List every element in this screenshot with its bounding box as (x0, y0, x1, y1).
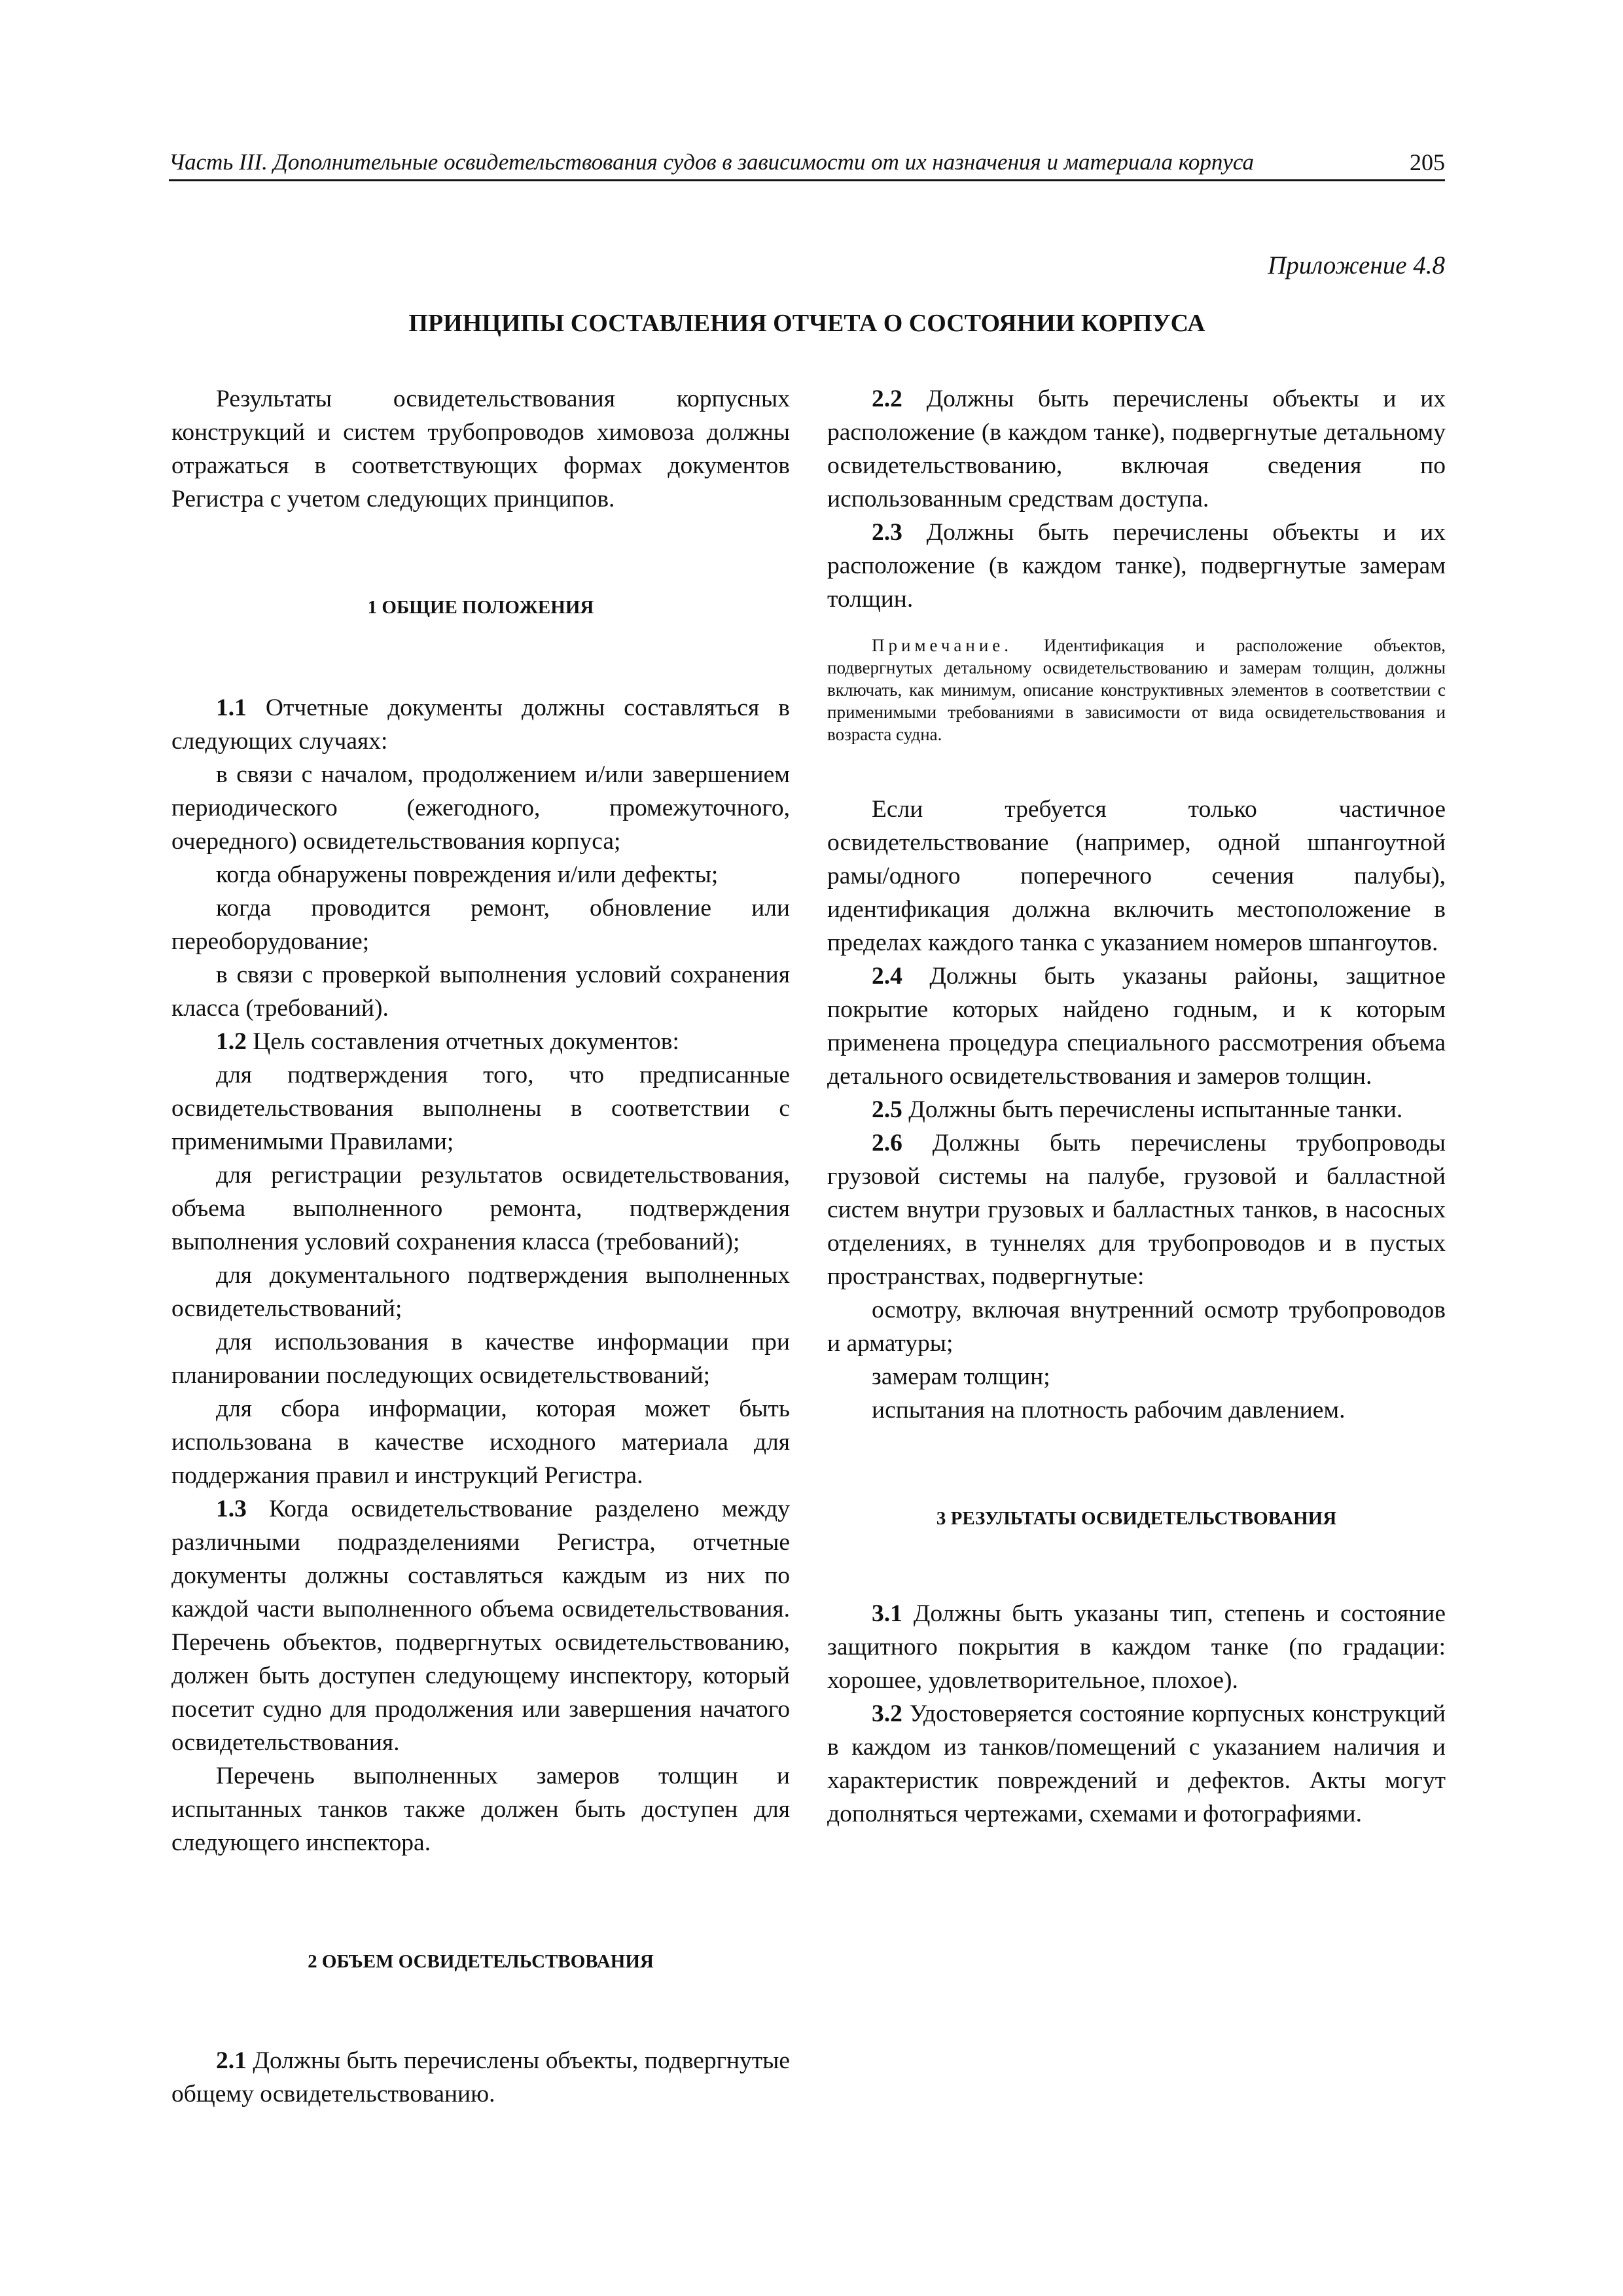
running-title: Часть III. Дополнительные освидетельствования судов в зависимости от их назначения и материала корпуса (169, 149, 1254, 175)
paragraph-number: 3.2 (872, 1700, 902, 1727)
note (827, 634, 1446, 745)
note-text: Идентификация и расположение объектов, подвергнутых детальному освидетельствованию и замерам толщин, должны включать, как минимум, описание конструктивных элементов в соответствии с применимыми требованиями в зависимости от вида освидетельствования и возраста судна. (827, 636, 1446, 744)
list-item: замерам толщин; (872, 1363, 1050, 1390)
paragraph-2-1 (171, 2044, 790, 2111)
page-number: 205 (1410, 149, 1445, 175)
note-label: Примечание. (872, 636, 1013, 655)
paragraph-number: 2.4 (872, 963, 902, 990)
appendix-label: Приложение 4.8 (1268, 251, 1445, 279)
list-item: испытания на плотность рабочим давлением. (872, 1397, 1346, 1424)
list-item: для использования в качестве информации при планировании последующих освидетельствований; (171, 1329, 790, 1389)
paragraph-text: Должны быть перечислены объекты, подвергнутые общему освидетельствованию. (171, 2047, 791, 2108)
paragraph-text: Когда освидетельствование разделено между различными подразделениями Регистра, отчетные документы должны составляться каждым из них по каждой части выполненного объема освидетельствования. Перечень объектов, подвергнутых освидетельствованию, должен быть доступен следующему инспектору, который посетит судно для продолжения или завершения начатого освидетельствования. (171, 1496, 790, 1756)
paragraph-text: Должны быть указаны районы, защитное покрытие которых найдено годным, и к которым применена процедура специального рассмотрения объема детального освидетельствования и замеров толщин. (827, 963, 1446, 1090)
paragraph-number: 1.3 (216, 1496, 247, 1522)
paragraph-1-3 (171, 1492, 790, 1759)
paragraph-number: 2.1 (216, 2047, 247, 2074)
paragraph-number: 1.2 (216, 1028, 247, 1055)
section-2-heading: 2 ОБЪЕМ ОСВИДЕТЕЛЬСТВОВАНИЯ (308, 1951, 654, 1972)
paragraph-1-3-continued: Перечень выполненных замеров толщин и испытанных танков также должен быть доступен для следующего инспектора. (171, 1763, 790, 1856)
paragraph-2-2 (827, 382, 1446, 516)
left-column (171, 382, 790, 2111)
paragraph-text: Цель составления отчетных документов: (253, 1028, 679, 1055)
paragraph-text: Должны быть перечислены испытанные танки. (908, 1096, 1403, 1123)
list-item: для подтверждения того, что предписанные освидетельствования выполнены в соответствии с применимыми Правилами; (171, 1062, 790, 1155)
paragraph-number: 2.5 (872, 1096, 902, 1123)
list-item: для документального подтверждения выполненных освидетельствований; (171, 1262, 790, 1322)
paragraph-1-1 (171, 691, 790, 758)
paragraph-1-2 (171, 1025, 790, 1058)
partial-survey-paragraph: Если требуется только частичное освидетельствование (например, одной шпангоутной рамы/одного поперечного сечения палубы), идентификация должна включить местоположение в пределах каждого танка с указанием номеров шпангоутов. (827, 796, 1446, 956)
paragraph-3-1 (827, 1597, 1446, 1697)
running-header (169, 145, 1445, 181)
paragraph-2-5 (827, 1093, 1446, 1126)
list-item: для сбора информации, которая может быть использована в качестве исходного материала для поддержания правил и инструкций Регистра. (171, 1395, 790, 1489)
section-1-heading: 1 ОБЩИЕ ПОЛОЖЕНИЯ (367, 597, 594, 618)
paragraph-number: 2.6 (872, 1130, 902, 1157)
list-item: когда проводится ремонт, обновление или переоборудование; (171, 895, 790, 955)
paragraph-number: 3.1 (872, 1600, 902, 1627)
intro-paragraph: Результаты освидетельствования корпусных конструкций и систем трубопроводов химовоза должны отражаться в соответствующих формах документов Регистра с учетом следующих принципов. (171, 386, 790, 512)
paragraph-text: Удостоверяется состояние корпусных конструкций в каждом из танков/помещений с указанием наличия и характеристик повреждений и дефектов. Акты могут дополняться чертежами, схемами и фотографиями. (827, 1700, 1446, 1827)
paragraph-2-3 (827, 516, 1446, 616)
paragraph-text: Должны быть перечислены объекты и их расположение (в каждом танке), подвергнутые детальному освидетельствованию, включая сведения по использованным средствам доступа. (827, 386, 1446, 512)
paragraph-text: Должны быть указаны тип, степень и состояние защитного покрытия в каждом танке (по градации: хорошее, удовлетворительное, плохое). (827, 1600, 1446, 1694)
paragraph-text: Должны быть перечислены трубопроводы грузовой системы на палубе, грузовой и балластной систем внутри грузовых и балластных танков, в насосных отделениях, в туннелях для трубопроводов и в пустых пространствах, подвергнутые: (827, 1130, 1446, 1290)
paragraph-text: Должны быть перечислены объекты и их расположение (в каждом танке), подвергнутые замерам толщин. (827, 519, 1446, 613)
list-item: в связи с проверкой выполнения условий сохранения класса (требований). (171, 961, 790, 1022)
paragraph-2-6 (827, 1126, 1446, 1293)
paragraph-3-2 (827, 1697, 1446, 1831)
list-item: для регистрации результатов освидетельствования, объема выполненного ремонта, подтверждения выполнения условий сохранения класса (требований); (171, 1162, 790, 1255)
paragraph-number: 2.2 (872, 386, 902, 412)
right-column (827, 382, 1446, 1831)
list-item: в связи с началом, продолжением и/или завершением периодического (ежегодного, промежуточного, очередного) освидетельствования корпуса; (171, 761, 790, 855)
list-item: когда обнаружены повреждения и/или дефекты; (216, 861, 719, 888)
section-3-heading: 3 РЕЗУЛЬТАТЫ ОСВИДЕТЕЛЬСТВОВАНИЯ (936, 1508, 1337, 1529)
paragraph-2-4 (827, 960, 1446, 1093)
paragraph-text: Отчетные документы должны составляться в следующих случаях: (171, 694, 790, 755)
list-item: осмотру, включая внутренний осмотр трубопроводов и арматуры; (827, 1297, 1446, 1357)
paragraph-number: 1.1 (216, 694, 247, 721)
document-title: ПРИНЦИПЫ СОСТАВЛЕНИЯ ОТЧЕТА О СОСТОЯНИИ КОРПУСА (408, 310, 1205, 337)
paragraph-number: 2.3 (872, 519, 902, 546)
